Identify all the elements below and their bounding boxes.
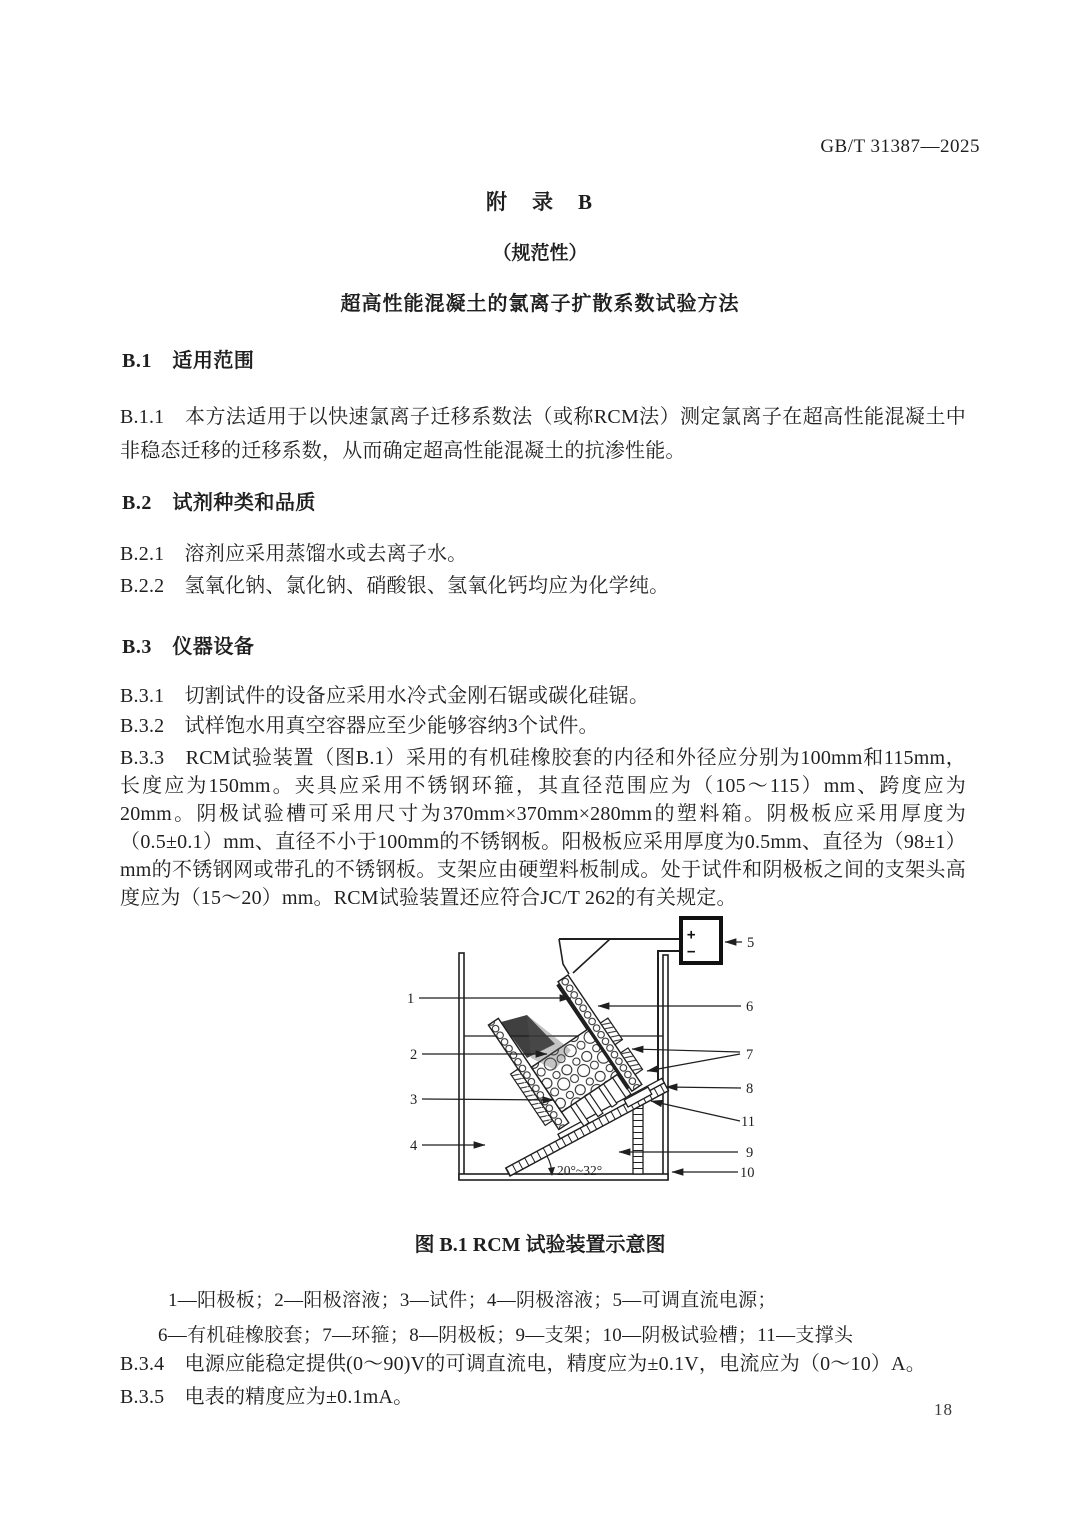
- rcm-apparatus-diagram: [385, 898, 805, 1210]
- angle-label: 20°~32°: [557, 1163, 603, 1178]
- figure-legend-line1: 1—阳极板；2—阳极溶液；3—试件；4—阴极溶液；5—可调直流电源；: [168, 1290, 777, 1311]
- page-number: 18: [934, 1400, 953, 1419]
- power-supply: [681, 918, 721, 963]
- callout-9: 9: [746, 1145, 754, 1161]
- minus-terminal: −: [687, 944, 696, 960]
- heading-b1: B.1 适用范围: [122, 350, 255, 372]
- callout-10: 10: [740, 1165, 755, 1181]
- heading-b2: B.2 试剂种类和品质: [122, 492, 316, 514]
- para-b3-1: B.3.1 切割试件的设备应采用水冷式金刚石锯或碳化硅锯。: [120, 685, 650, 707]
- callout-5: 5: [747, 935, 755, 951]
- plus-terminal: +: [687, 927, 696, 943]
- standard-number: GB/T 31387—2025: [820, 136, 980, 157]
- figure-b1: [385, 898, 805, 1210]
- figure-legend-line2: 6—有机硅橡胶套；7—环箍；8—阴极板；9—支架；10—阴极试验槽；11—支撑头: [158, 1325, 854, 1346]
- para-b2-2: B.2.2 氢氧化钠、氯化钠、硝酸银、氢氧化钙均应为化学纯。: [120, 575, 670, 597]
- figure-caption: 图 B.1 RCM 试验装置示意图: [414, 1234, 666, 1256]
- callout-4: 4: [410, 1138, 418, 1154]
- support-leg: [633, 1102, 643, 1174]
- para-b1-1: B.1.1 本方法适用于以快速氯离子迁移系数法（或称RCM法）测定氯离子在超高性能混凝土中非稳态迁移的迁移系数，从而确定超高性能混凝土的抗渗性能。: [120, 406, 966, 462]
- appendix-normative: （规范性）: [492, 243, 588, 264]
- para-b3-3: B.3.3 RCM试验装置（图B.1）采用的有机硅橡胶套的内径和外径应分别为100mm和115mm，长度应为150mm。夹具应采用不锈钢环箍，其直径范围应为（105～115）mm、跨度应为20mm。阴极试验槽可采用尺寸为370mm×370mm×280mm的塑料箱。阴极板应采用厚度为（0.5±0.1）mm、直径不小于100mm的不锈钢板。阳极板应采用厚度为0.5mm、直径为（98±1）mm的不锈钢网或带孔的不锈钢板。支架应由硬塑料板制成。处于试件和阴极板之间的支架头高度应为（15～20）mm。RCM试验装置还应符合JC/T 262的有关规定。: [120, 747, 966, 909]
- appendix-label: 附 录 B: [485, 190, 594, 214]
- appendix-title: 超高性能混凝土的氯离子扩散系数试验方法: [340, 293, 740, 315]
- para-b3-4: B.3.4 电源应能稳定提供(0～90)V的可调直流电，精度应为±0.1V，电流应为（0～10）A。: [120, 1353, 926, 1375]
- para-b3-2: B.3.2 试样饱水用真空容器应至少能够容纳3个试件。: [120, 715, 599, 737]
- para-b2-1: B.2.1 溶剂应采用蒸馏水或去离子水。: [120, 543, 468, 565]
- callout-7: 7: [746, 1047, 754, 1063]
- funnel: [559, 939, 610, 974]
- callout-11: 11: [741, 1114, 755, 1130]
- callout-8: 8: [746, 1081, 754, 1097]
- para-b3-5: B.3.5 电表的精度应为±0.1mA。: [120, 1386, 414, 1408]
- heading-b3: B.3 仪器设备: [122, 636, 255, 658]
- callout-3: 3: [410, 1092, 418, 1108]
- callout-6: 6: [746, 999, 754, 1015]
- callout-1: 1: [407, 991, 415, 1007]
- callout-2: 2: [410, 1047, 418, 1063]
